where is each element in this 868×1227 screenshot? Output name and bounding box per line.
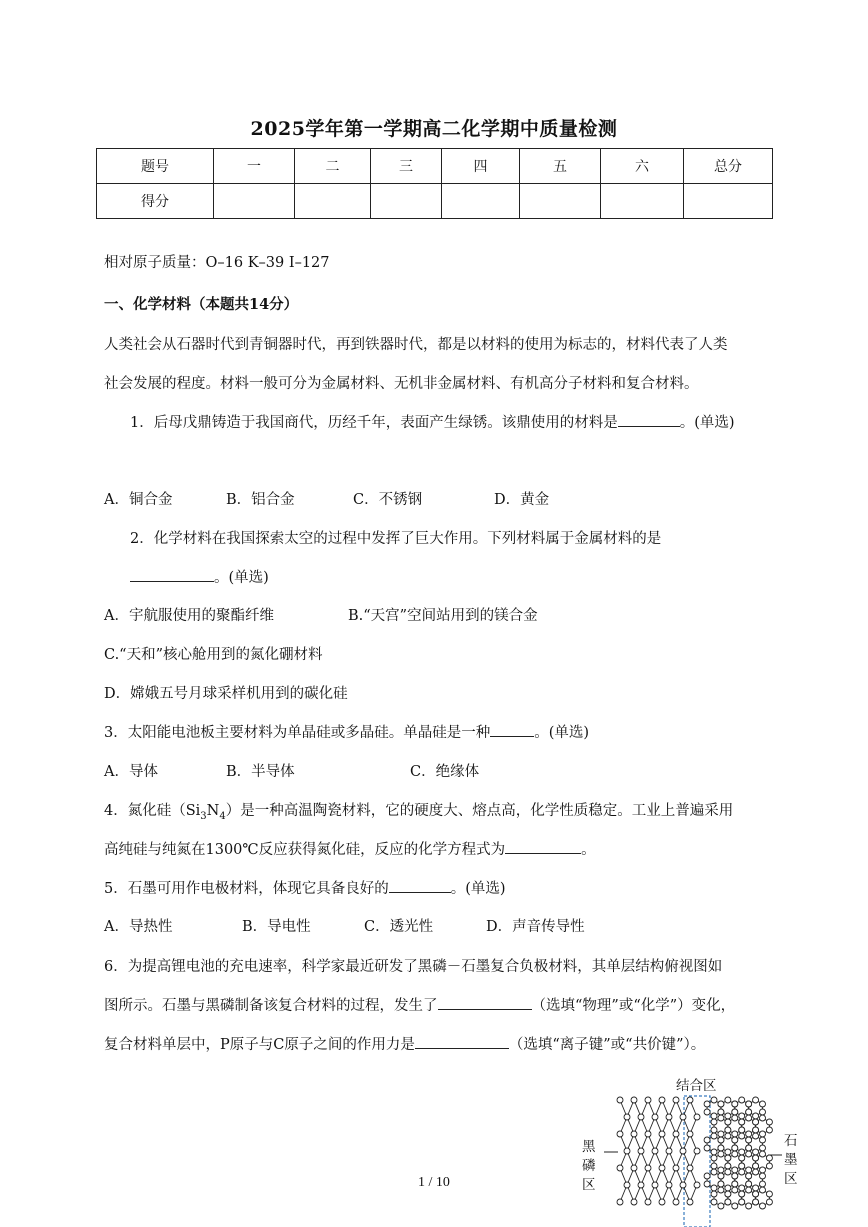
phosphorus-atom — [673, 1165, 679, 1171]
figure-label-black-phosphorus: 黑磷区 — [582, 1139, 596, 1193]
phosphorus-atom — [624, 1114, 630, 1120]
question-3 — [104, 721, 589, 742]
carbon-atom — [725, 1199, 731, 1205]
carbon-atom — [725, 1113, 731, 1119]
phosphorus-atom — [673, 1199, 679, 1205]
carbon-atom — [711, 1155, 717, 1161]
phosphorus-atom — [659, 1097, 665, 1103]
carbon-atom — [711, 1127, 717, 1133]
q3-option-a[interactable]: A．导体 — [104, 764, 158, 780]
carbon-atom — [746, 1101, 752, 1107]
question-2-line2 — [130, 566, 269, 587]
phosphorus-atom — [652, 1148, 658, 1154]
phosphorus-atom — [645, 1097, 651, 1103]
phosphorus-atom — [680, 1114, 686, 1120]
carbon-atom — [718, 1167, 724, 1173]
phosphorus-atom — [666, 1114, 672, 1120]
carbon-atom — [739, 1113, 745, 1119]
score-cell[interactable] — [684, 184, 773, 219]
carbon-atom — [704, 1109, 710, 1115]
phosphorus-atom — [638, 1148, 644, 1154]
score-table-header-row — [97, 149, 773, 184]
carbon-atom — [759, 1145, 765, 1151]
lattice-diagram — [578, 1070, 808, 1227]
carbon-atom — [753, 1163, 759, 1169]
score-cell[interactable] — [214, 184, 295, 219]
score-row-label: 得分 — [97, 184, 214, 219]
carbon-atom — [753, 1113, 759, 1119]
page-number: 1 / 10 — [418, 1175, 450, 1190]
question-5-suffix: 。(单选) — [450, 881, 506, 897]
phosphorus-atom — [617, 1097, 623, 1103]
carbon-atom — [759, 1109, 765, 1115]
q5-option-c[interactable]: C．透光性 — [364, 919, 434, 935]
carbon-atom — [739, 1127, 745, 1133]
q2-option-c[interactable]: C.“天和”核心舱用到的氮化硼材料 — [104, 647, 323, 663]
carbon-atom — [739, 1133, 745, 1139]
question-4-line2-text: 高纯硅与纯氮在1300℃反应获得氮化硅，反应的化学方程式为 — [104, 842, 506, 858]
phosphorus-atom — [645, 1131, 651, 1137]
q1-option-d[interactable]: D．黄金 — [494, 492, 550, 508]
carbon-atom — [746, 1167, 752, 1173]
phosphorus-atom — [652, 1114, 658, 1120]
question-2-text: 2．化学材料在我国探索太空的过程中发挥了巨大作用。下列材料属于金属材料的是 — [130, 531, 662, 547]
question-6-line2a: 图所示。石墨与黑磷制备该复合材料的过程，发生了 — [104, 998, 438, 1014]
q2-option-b[interactable]: B.“天宫”空间站用到的镁合金 — [348, 608, 538, 624]
phosphorus-atom — [659, 1165, 665, 1171]
score-header-cell: 二 — [295, 149, 371, 184]
carbon-atom — [718, 1145, 724, 1151]
question-5-text: 5．石墨可用作电极材料，体现它具备良好的 — [104, 881, 389, 897]
score-header-cell: 一 — [214, 149, 295, 184]
q1-option-b[interactable]: B．铝合金 — [226, 492, 295, 508]
question-4-text-b: N — [206, 803, 220, 819]
section-heading: 一、化学材料（本题共14分） — [104, 296, 299, 313]
score-header-cell: 三 — [371, 149, 442, 184]
question-6-line3a: 复合材料单层中，P原子与C原子之间的作用力是 — [104, 1037, 415, 1053]
carbon-atom — [739, 1155, 745, 1161]
figure-label-graphite: 石墨区 — [784, 1133, 798, 1187]
question-6-line2 — [104, 994, 735, 1015]
carbon-atom — [739, 1097, 745, 1103]
q1-option-c[interactable]: C．不锈钢 — [353, 492, 423, 508]
carbon-atom — [711, 1199, 717, 1205]
subscript-4: 4 — [219, 810, 226, 822]
carbon-atom — [732, 1115, 738, 1121]
phosphorus-atom — [659, 1131, 665, 1137]
score-cell[interactable] — [442, 184, 520, 219]
carbon-atom — [753, 1133, 759, 1139]
question-3-suffix: 。(单选) — [534, 725, 590, 741]
carbon-atom — [759, 1137, 765, 1143]
intro-line-1: 人类社会从石器时代到青铜器时代，再到铁器时代，都是以材料的使用为标志的，材料代表了人类 — [104, 337, 728, 353]
question-4-suffix: 。 — [581, 842, 596, 858]
carbon-atom — [759, 1203, 765, 1209]
phosphorus-atom — [694, 1114, 700, 1120]
score-cell[interactable] — [371, 184, 442, 219]
carbon-atom — [732, 1101, 738, 1107]
carbon-atom — [739, 1119, 745, 1125]
carbon-atom — [759, 1115, 765, 1121]
q3-option-c[interactable]: C．绝缘体 — [410, 764, 480, 780]
phosphorus-atom — [666, 1148, 672, 1154]
figure-label-bonding-zone: 结合区 — [676, 1078, 717, 1094]
carbon-atom — [725, 1097, 731, 1103]
phosphorus-atom — [631, 1131, 637, 1137]
carbon-atom — [753, 1155, 759, 1161]
atomic-mass-line: 相对原子质量：O–16 K–39 I–127 — [104, 255, 330, 271]
phosphorus-atom — [617, 1131, 623, 1137]
answer-blank-6b[interactable] — [415, 1034, 509, 1049]
carbon-atom — [746, 1151, 752, 1157]
carbon-atom — [759, 1151, 765, 1157]
carbon-atom — [718, 1101, 724, 1107]
phosphorus-atom — [638, 1114, 644, 1120]
carbon-atom — [739, 1149, 745, 1155]
question-6-line3b: （选填“离子键”或“共价键”）。 — [508, 1037, 706, 1053]
answer-blank-1[interactable] — [618, 412, 680, 427]
carbon-atom — [711, 1149, 717, 1155]
answer-blank-4[interactable] — [505, 839, 581, 854]
carbon-atom — [746, 1131, 752, 1137]
q5-option-a[interactable]: A．导热性 — [104, 919, 173, 935]
intro-line-2: 社会发展的程度。材料一般可分为金属材料、无机非金属材料、有机高分子材料和复合材料。 — [104, 376, 699, 392]
question-2-suffix: 。(单选) — [214, 570, 269, 586]
question-6-line3 — [104, 1033, 705, 1054]
phosphorus-atom — [659, 1199, 665, 1205]
carbon-atom — [753, 1149, 759, 1155]
carbon-atom — [718, 1115, 724, 1121]
phosphorus-atom — [617, 1165, 623, 1171]
carbon-atom — [711, 1119, 717, 1125]
carbon-atom — [711, 1133, 717, 1139]
phosphorus-atom — [645, 1165, 651, 1171]
composite-structure-figure — [578, 1070, 808, 1227]
score-header-cell: 总分 — [684, 149, 773, 184]
carbon-atom — [766, 1163, 772, 1169]
carbon-atom — [718, 1109, 724, 1115]
carbon-atom — [704, 1101, 710, 1107]
question-4-text-a: 4．氮化硅（Si — [104, 803, 201, 819]
carbon-atom — [753, 1119, 759, 1125]
carbon-atom — [746, 1137, 752, 1143]
score-table-score-row — [97, 184, 773, 219]
score-table — [96, 148, 773, 219]
carbon-atom — [725, 1163, 731, 1169]
carbon-atom — [725, 1119, 731, 1125]
phosphorus-atom — [687, 1165, 693, 1171]
phosphorus-atom — [631, 1199, 637, 1205]
phosphorus-atom — [680, 1148, 686, 1154]
score-cell[interactable] — [520, 184, 601, 219]
question-3-text: 3．太阳能电池板主要材料为单晶硅或多晶硅。单晶硅是一种 — [104, 725, 491, 741]
carbon-atom — [732, 1151, 738, 1157]
q2-option-d[interactable]: D．嫦娥五号月球采样机用到的碳化硅 — [104, 686, 348, 702]
score-header-cell: 四 — [442, 149, 520, 184]
phosphorus-atom — [687, 1199, 693, 1205]
subscript-3: 3 — [200, 810, 207, 822]
carbon-atom — [759, 1131, 765, 1137]
q5-option-d[interactable]: D．声音传导性 — [486, 919, 585, 935]
carbon-atom — [766, 1191, 772, 1197]
score-header-cell: 题号 — [97, 149, 214, 184]
carbon-atom — [739, 1163, 745, 1169]
carbon-atom — [739, 1191, 745, 1197]
carbon-atom — [718, 1131, 724, 1137]
carbon-atom — [759, 1167, 765, 1173]
phosphorus-atom — [631, 1165, 637, 1171]
score-header-cell: 六 — [601, 149, 684, 184]
question-1 — [130, 411, 735, 432]
question-6-line2b: （选填“物理”或“化学”）变化， — [531, 998, 736, 1014]
q1-option-a[interactable]: A．铜合金 — [104, 492, 173, 508]
phosphorus-atom — [694, 1148, 700, 1154]
carbon-atom — [711, 1191, 717, 1197]
answer-blank-3[interactable] — [490, 722, 534, 737]
score-cell[interactable] — [295, 184, 371, 219]
carbon-atom — [711, 1163, 717, 1169]
carbon-atom — [766, 1199, 772, 1205]
page-title: 2025学年第一学期高二化学期中质量检测 — [250, 118, 618, 140]
answer-blank-5[interactable] — [389, 878, 451, 893]
phosphorus-atom — [624, 1148, 630, 1154]
phosphorus-atom — [673, 1131, 679, 1137]
phosphorus-atom — [687, 1097, 693, 1103]
carbon-atom — [746, 1109, 752, 1115]
graphite-network — [704, 1097, 772, 1209]
question-4-text-c: ）是一种高温陶瓷材料，它的硬度大、熔点高，化学性质稳定。工业上普遍采用 — [225, 803, 734, 819]
carbon-atom — [746, 1115, 752, 1121]
carbon-atom — [704, 1145, 710, 1151]
carbon-atom — [704, 1137, 710, 1143]
carbon-atom — [766, 1155, 772, 1161]
q3-option-b[interactable]: B．半导体 — [226, 764, 295, 780]
q2-option-a[interactable]: A．宇航服使用的聚酯纤维 — [104, 608, 274, 624]
carbon-atom — [746, 1203, 752, 1209]
carbon-atom — [718, 1151, 724, 1157]
score-header-cell: 五 — [520, 149, 601, 184]
carbon-atom — [753, 1097, 759, 1103]
carbon-atom — [732, 1109, 738, 1115]
carbon-atom — [718, 1137, 724, 1143]
carbon-atom — [711, 1097, 717, 1103]
carbon-atom — [718, 1203, 724, 1209]
carbon-atom — [732, 1137, 738, 1143]
question-1-text: 1．后母戊鼎铸造于我国商代，历经千年，表面产生绿锈。该鼎使用的材料是 — [130, 415, 618, 431]
q5-option-b[interactable]: B．导电性 — [242, 919, 311, 935]
carbon-atom — [759, 1101, 765, 1107]
carbon-atom — [766, 1119, 772, 1125]
phosphorus-atom — [645, 1199, 651, 1205]
carbon-atom — [753, 1191, 759, 1197]
carbon-atom — [746, 1145, 752, 1151]
carbon-atom — [732, 1131, 738, 1137]
question-5 — [104, 877, 506, 898]
carbon-atom — [732, 1203, 738, 1209]
phosphorus-atom — [631, 1097, 637, 1103]
carbon-atom — [732, 1145, 738, 1151]
carbon-atom — [753, 1199, 759, 1205]
carbon-atom — [766, 1127, 772, 1133]
carbon-atom — [739, 1199, 745, 1205]
phosphorus-atom — [687, 1131, 693, 1137]
answer-blank-2[interactable] — [130, 567, 214, 582]
carbon-atom — [725, 1133, 731, 1139]
carbon-atom — [711, 1113, 717, 1119]
phosphorus-atom — [673, 1097, 679, 1103]
carbon-atom — [725, 1127, 731, 1133]
question-1-suffix: 。(单选) — [679, 415, 735, 431]
question-6-line1: 6．为提高锂电池的充电速率，科学家最近研发了黑磷－石墨复合负极材料，其单层结构俯视图如 — [104, 959, 723, 975]
answer-blank-6a[interactable] — [438, 995, 532, 1010]
carbon-atom — [725, 1149, 731, 1155]
carbon-atom — [725, 1155, 731, 1161]
score-cell[interactable] — [601, 184, 684, 219]
question-4-line1 — [104, 799, 733, 822]
question-4-line2 — [104, 838, 596, 859]
carbon-atom — [732, 1167, 738, 1173]
carbon-atom — [725, 1191, 731, 1197]
carbon-atom — [753, 1127, 759, 1133]
phosphorus-atom — [617, 1199, 623, 1205]
